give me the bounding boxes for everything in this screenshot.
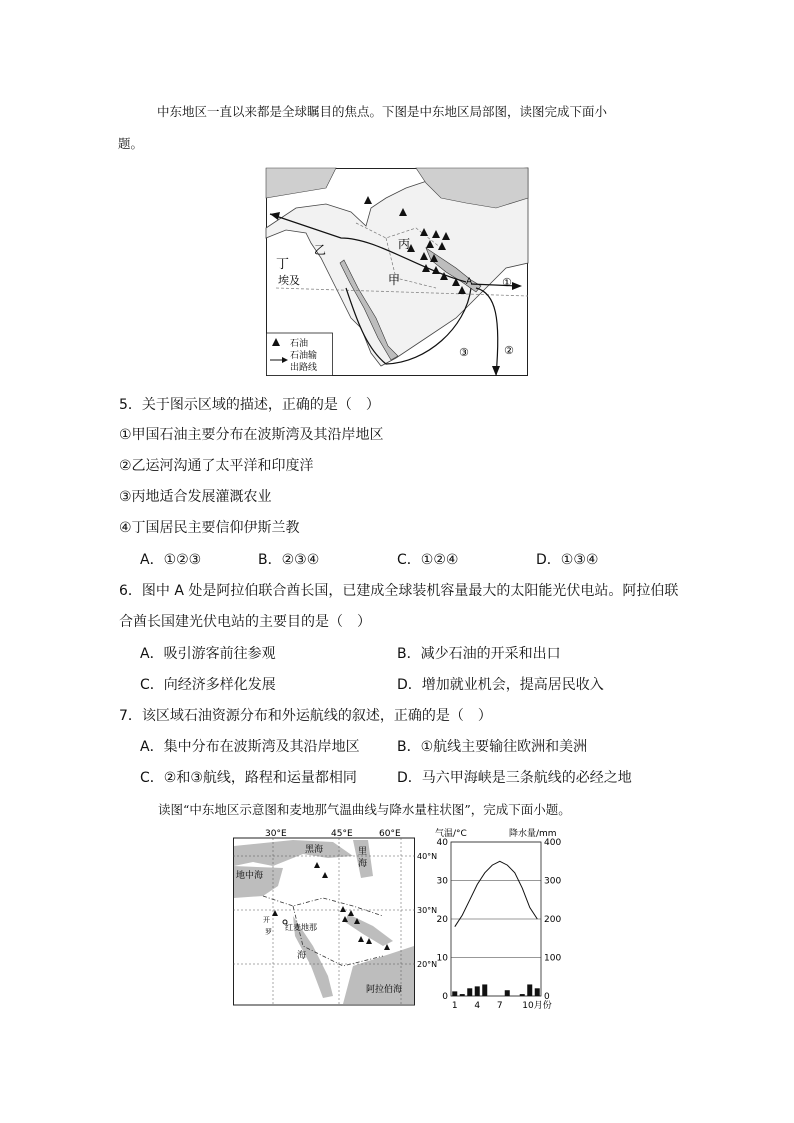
precip-bar: [520, 994, 525, 996]
q5-option-b[interactable]: B．②③④: [258, 552, 320, 568]
label-a: A: [466, 277, 473, 287]
place-luo: 罗: [265, 928, 272, 936]
y-right-tick: 300: [544, 876, 562, 887]
y-right-label: 降水量/mm: [509, 829, 557, 839]
lat-40: 40°N: [417, 852, 438, 861]
lon-60: 60°E: [379, 829, 401, 839]
x-tick: 7: [496, 1001, 503, 1011]
q5-statement-2: ②乙运河沟通了太平洋和印度洋: [119, 458, 314, 474]
q5-option-a[interactable]: A．①②③: [140, 552, 202, 568]
place-medina: 麦地那: [293, 923, 317, 932]
q6-stem-line-1: 6．图中 A 处是阿拉伯联合酋长国，已建成全球装机容量最大的太阳能光伏电站。阿拉伯联: [119, 583, 679, 599]
intro-line-2: 题。: [118, 136, 144, 151]
place-cairo: 开: [263, 916, 270, 924]
q5-option-c[interactable]: C．①②④: [397, 552, 459, 568]
intro-line-1: 中东地区一直以来都是全球瞩目的焦点。下图是中东地区局部图，读图完成下面小: [157, 104, 608, 119]
precip-bar: [460, 994, 465, 996]
lon-45: 45°E: [331, 829, 353, 839]
label-route-3: ③: [459, 346, 469, 359]
y-right-tick: 200: [544, 915, 562, 925]
sea-red-1: 红: [285, 923, 293, 932]
precip-bar: [452, 991, 457, 996]
lat-30: 30°N: [417, 906, 438, 915]
intro-2: 读图“中东地区示意图和麦地那气温曲线与降水量柱状图”，完成下面小题。: [158, 802, 571, 817]
y-left-tick: 0: [442, 992, 448, 1002]
q7-option-d[interactable]: D．马六甲海峡是三条航线的必经之地: [397, 770, 632, 786]
q6-option-a[interactable]: A．吸引游客前往参观: [140, 646, 276, 662]
precip-bar: [467, 988, 472, 996]
x-tick: 1: [451, 1001, 458, 1011]
sea-arabian: 阿拉伯海: [366, 985, 403, 995]
q7-option-a[interactable]: A．集中分布在波斯湾及其沿岸地区: [140, 739, 360, 755]
legend-route-1: 石油输: [290, 351, 318, 361]
y-right-tick: 100: [544, 953, 562, 964]
q6-stem-line-2: 合酋长国建光伏电站的主要目的是（ ）: [119, 614, 371, 630]
y-left-label: 气温/°C: [435, 829, 467, 839]
y-right-tick: 0: [544, 992, 550, 1002]
sea-black: 黑海: [305, 845, 324, 855]
label-bing: 丙: [398, 237, 411, 251]
precip-bar: [482, 984, 487, 996]
q5-statement-3: ③丙地适合发展灌溉农业: [119, 489, 272, 505]
sea-red-2: 海: [297, 951, 307, 961]
label-route-1: ①: [502, 276, 512, 289]
precip-bar: [505, 990, 510, 996]
q6-option-d[interactable]: D．增加就业机会，提高居民收入: [397, 677, 604, 693]
y-left-tick: 10: [436, 953, 448, 964]
precip-bar: [535, 988, 540, 996]
x-tick: 10月份: [522, 1001, 552, 1011]
lon-30: 30°E: [265, 829, 287, 839]
q5-statement-4: ④丁国居民主要信仰伊斯兰教: [119, 520, 300, 536]
precip-bar: [527, 984, 532, 996]
q7-stem: 7．该区域石油资源分布和外运航线的叙述，正确的是（ ）: [119, 708, 492, 724]
y-left-tick: 40: [436, 838, 448, 848]
middle-east-map-1: [266, 168, 528, 376]
q6-option-c[interactable]: C．向经济多样化发展: [140, 677, 276, 693]
temperature-line: [455, 861, 538, 926]
label-yi: 乙: [314, 243, 327, 257]
medina-climate-chart: [425, 824, 560, 1010]
q7-option-b[interactable]: B．①航线主要输往欧洲和美洲: [397, 739, 588, 755]
legend-route-2: 出路线: [290, 363, 318, 373]
sea-caspian-2: 海: [358, 859, 368, 869]
label-jia: 甲: [388, 273, 401, 287]
sea-med: 地中海: [236, 871, 264, 881]
label-route-2: ②: [504, 344, 514, 357]
q5-stem: 5．关于图示区域的描述，正确的是（ ）: [119, 397, 380, 413]
y-right-tick: 400: [544, 838, 562, 848]
q5-option-d[interactable]: D．①③④: [536, 552, 599, 568]
legend-oil: 石油: [290, 339, 309, 349]
lat-20: 20°N: [417, 960, 438, 969]
q7-option-c[interactable]: C．②和③航线，路程和运量都相同: [140, 770, 357, 786]
y-left-tick: 30: [436, 876, 448, 887]
label-ding: 丁: [276, 257, 290, 272]
q5-statement-1: ①甲国石油主要分布在波斯湾及其沿岸地区: [119, 427, 384, 443]
label-egypt: 埃及: [278, 274, 300, 287]
sea-caspian-1: 里: [358, 847, 368, 857]
q6-option-b[interactable]: B．减少石油的开采和出口: [397, 646, 561, 662]
y-left-tick: 20: [436, 915, 448, 925]
x-tick: 4: [474, 1001, 481, 1011]
precip-bar: [475, 986, 480, 996]
middle-east-map-2: [233, 826, 438, 1006]
